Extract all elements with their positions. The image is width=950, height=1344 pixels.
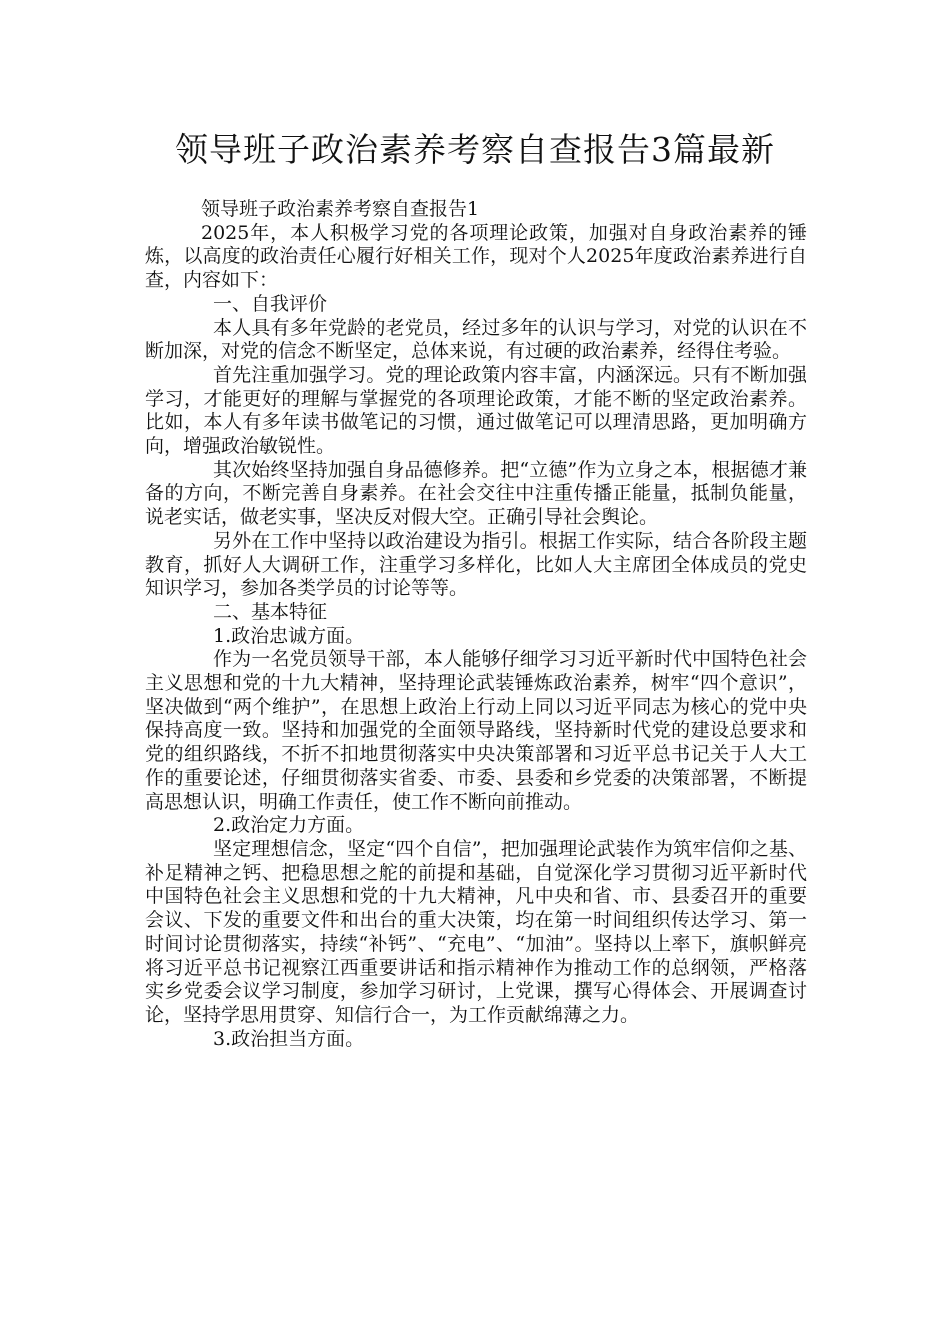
paragraph: 另外在工作中坚持以政治建设为指引。根据工作实际，结合各阶段主题教育，抓好人大调研工作，注重学习多样化，比如人大主席团全体成员的党史知识学习，参加各类学员的讨论等等。 (145, 529, 807, 600)
paragraph: 3.政治担当方面。 (213, 1027, 365, 1050)
paragraph: 1.政治忠诚方面。 (213, 624, 365, 647)
document-body (145, 198, 807, 1051)
paragraph: 2.政治定力方面。 (213, 814, 365, 837)
paragraph: 其次始终坚持加强自身品德修养。把“立德”作为立身之本，根据德才兼备的方向，不断完善自身素养。在社会交往中注重传播正能量，抵制负能量，说老实话，做老实事，坚决反对假大空。正确引导社会舆论。 (145, 458, 807, 529)
paragraph: 首先注重加强学习。党的理论政策内容丰富，内涵深远。只有不断加强学习，才能更好的理解与掌握党的各项理论政策，才能不断的坚定政治素养。比如，本人有多年读书做笔记的习惯，通过做笔记可以理清思路，更加明确方向，增强政治敏锐性。 (145, 363, 807, 458)
paragraph: 一、自我评价 (213, 292, 328, 315)
paragraph: 领导班子政治素养考察自查报告1 (201, 198, 480, 220)
document-title: 领导班子政治素养考察自查报告3篇最新 (175, 130, 775, 169)
paragraph: 二、基本特征 (213, 600, 328, 623)
paragraph: 2025年，本人积极学习党的各项理论政策，加强对自身政治素养的锤炼，以高度的政治责任心履行好相关工作，现对个人2025年度政治素养进行自查，内容如下： (145, 221, 807, 292)
paragraph: 坚定理想信念，坚定“四个自信”，把加强理论武装作为筑牢信仰之基、补足精神之钙、把稳思想之舵的前提和基础，自觉深化学习贯彻习近平新时代中国特色社会主义思想和党的十九大精神，凡中央和省、市、县委召开的重要会议、下发的重要文件和出台的重大决策，均在第一时间组织传达学习、第一时间讨论贯彻落实，持续“补钙”、“充电”、“加油”。坚持以上率下，旗帜鲜亮将习近平总书记视察江西重要讲话和指示精神作为推动工作的总纲领，严格落实乡党委会议学习制度，参加学习研讨，上党课，撰写心得体会、开展调查讨论，坚持学思用贯穿、知信行合一，为工作贡献绵薄之力。 (145, 837, 807, 1026)
paragraph: 作为一名党员领导干部，本人能够仔细学习习近平新时代中国特色社会主义思想和党的十九大精神，坚持理论武装锤炼政治素养，树牢“四个意识”，坚决做到“两个维护”，在思想上政治上行动上同以习近平同志为核心的党中央保持高度一致。坚持和加强党的全面领导路线，坚持新时代党的建设总要求和党的组织路线，不折不扣地贯彻落实中央决策部署和习近平总书记关于人大工作的重要论述，仔细贯彻落实省委、市委、县委和乡党委的决策部署，不断提高思想认识，明确工作责任，使工作不断向前推动。 (145, 648, 807, 813)
paragraph: 本人具有多年党龄的老党员，经过多年的认识与学习，对党的认识在不断加深，对党的信念不断坚定，总体来说，有过硬的政治素养，经得住考验。 (145, 316, 807, 363)
